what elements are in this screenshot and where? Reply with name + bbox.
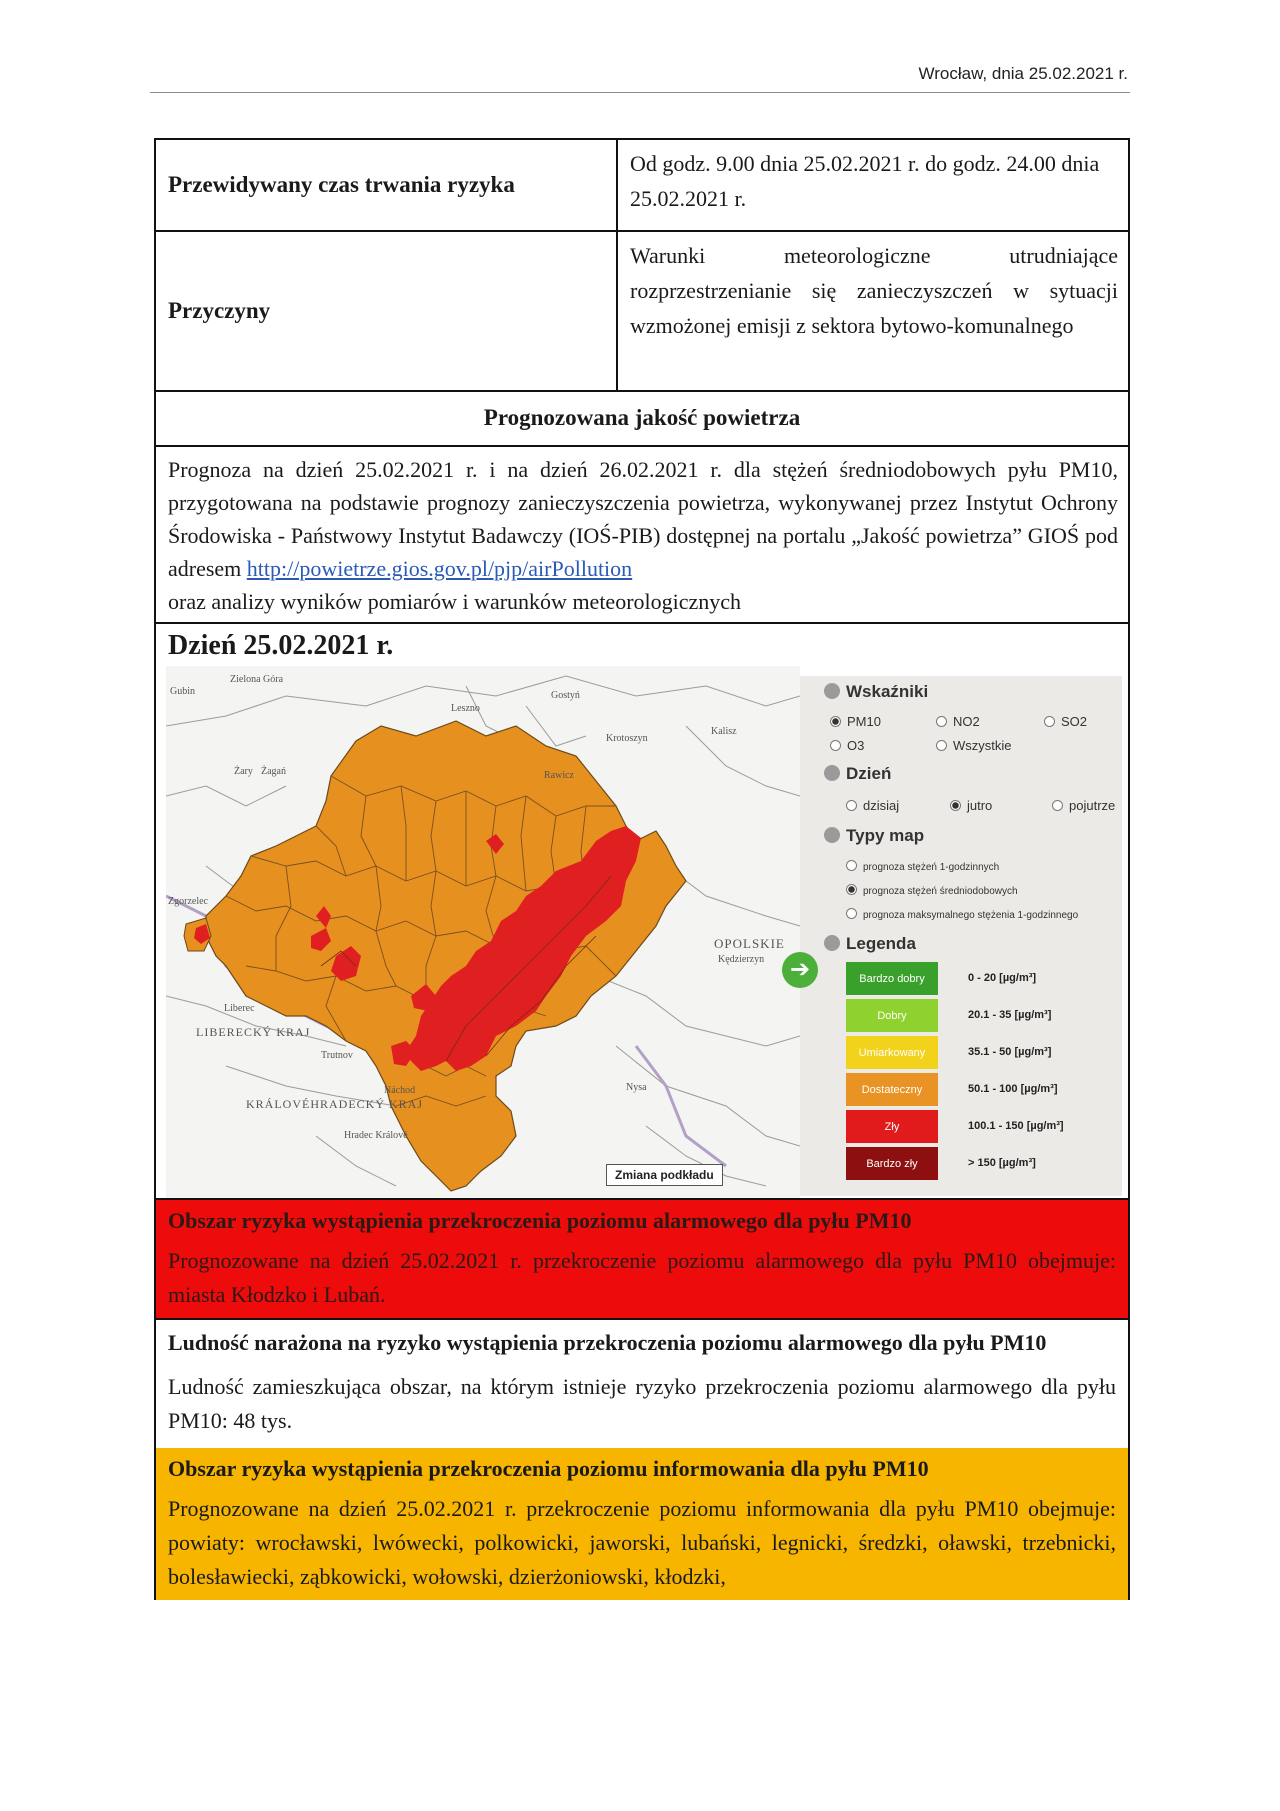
forecast-map [166,666,1128,1198]
forecast-text-after: oraz analizy wyników pomiarów i warunków meteorologicznych [168,589,742,614]
information-area-section [156,1448,1128,1600]
place-label: Rawicz [544,770,574,781]
map-type-max-hourly[interactable]: prognoza maksymalnego stężenia 1-godzinnego [846,908,1078,921]
place-label: Hradec Králové [344,1130,408,1141]
population-section [156,1318,1128,1448]
duration-label: Przewidywany czas trwania ryzyka [156,140,618,230]
duration-row [156,140,1128,232]
forecast-text-row [156,447,1128,624]
forecast-link[interactable]: http://powietrze.gios.gov.pl/pjp/airPollution [246,556,633,581]
place-label: Kalisz [711,726,737,737]
place-label: OPOLSKIE [714,936,785,951]
place-label: Zgorzelec [168,896,208,907]
forecast-header-row [156,392,1128,447]
legend-swatch: Zły [846,1110,938,1143]
collapse-icon[interactable] [824,935,840,951]
map-type-daily[interactable]: prognoza stężeń średniodobowych [846,884,1018,897]
information-area-title: Obszar ryzyka wystąpienia przekroczenia poziomu informowania dla pyłu PM10 [168,1456,929,1481]
place-label: Trutnov [321,1050,353,1061]
legend-range: > 150 [µg/m³] [968,1157,1036,1169]
population-title: Ludność narażona na ryzyko wystąpienia przekroczenia poziomu alarmowego dla pyłu PM10 [168,1330,1047,1355]
place-label: Żary [234,766,253,777]
alarm-area-section [156,1198,1128,1318]
causes-label: Przyczyny [156,232,618,390]
alarm-area-body: Prognozowane na dzień 25.02.2021 r. przekroczenie poziomu alarmowego dla pyłu PM10 obejmuje: miasta Kłodzko i Lubań. [168,1248,1116,1307]
legend-range: 0 - 20 [µg/m³] [968,972,1037,984]
day-tomorrow[interactable]: jutro [950,798,992,813]
day-heading: Dzień [824,764,891,784]
place-label: Żagań [261,766,286,777]
place-label: Zielona Góra [230,674,284,685]
place-label: Gostyń [551,690,580,701]
legend-range: 100.1 - 150 [µg/m³] [968,1120,1064,1132]
duration-value: Od godz. 9.00 dnia 25.02.2021 r. do godz. 24.00 dnia 25.02.2021 r. [630,151,1100,211]
collapse-icon[interactable] [824,827,840,843]
causes-value: Warunki meteorologiczne utrudniające rozprzestrzenianie się zanieczyszczeń w sytuacji wzmożonej emisji z sektora bytowo-komunalnego [630,243,1118,338]
legend-swatch: Dostateczny [846,1073,938,1106]
forecast-text [156,447,1128,622]
map-types-heading: Typy map [824,826,924,846]
map-control-panel [789,676,1122,1196]
place-label: Leszno [451,703,480,714]
indicators-heading: Wskaźniki [824,682,928,702]
alarm-area-title: Obszar ryzyka wystąpienia przekroczenia poziomu alarmowego dla pyłu PM10 [168,1208,912,1233]
legend-swatch: Umiarkowany [846,1036,938,1069]
information-area-body: Prognozowane na dzień 25.02.2021 r. przekroczenie poziomu informowania dla pyłu PM10 obejmuje: powiaty: wrocławski, lwówecki, polkowicki, jaworski, lubański, legnicki, średzki, oławski, trzebnicki, bolesławiecki, ząbkowicki, wołowski, dzierżoniowski, kłodzki, [168,1496,1116,1589]
place-label: Náchod [384,1085,416,1096]
forecast-header: Prognozowana jakość powietrza [483,405,801,430]
place-label: Liberec [224,1003,255,1014]
header-divider [150,92,1130,93]
indicator-pm10[interactable]: PM10 [830,714,881,729]
legend-range: 20.1 - 35 [µg/m³] [968,1009,1052,1021]
collapse-icon[interactable] [824,765,840,781]
day-title: Dzień 25.02.2021 r. [168,630,394,661]
legend-swatch: Bardzo zły [846,1147,938,1180]
indicator-o3[interactable]: O3 [830,738,864,753]
population-body: Ludność zamieszkująca obszar, na którym istnieje ryzyko przekroczenia poziomu alarmowego dla pyłu PM10: 48 tys. [168,1374,1116,1433]
place-label: Nysa [626,1082,647,1093]
place-label: Kędzierzyn [718,954,765,965]
indicator-no2[interactable]: NO2 [936,714,980,729]
place-label: Krotoszyn [606,733,648,744]
legend-heading: Legenda [824,934,916,954]
legend-swatch: Bardzo dobry [846,962,938,995]
legend-range: 50.1 - 100 [µg/m³] [968,1083,1058,1095]
map-canvas [166,666,800,1198]
legend-range: 35.1 - 50 [µg/m³] [968,1046,1052,1058]
change-basemap-button[interactable]: Zmiana podkładu [606,1164,723,1186]
map-type-hourly[interactable]: prognoza stężeń 1-godzinnych [846,860,999,873]
indicator-all[interactable]: Wszystkie [936,738,1012,753]
place-label: KRÁLOVÉHRADECKÝ KRAJ [246,1097,424,1111]
day-today[interactable]: dzisiaj [846,798,899,813]
document-date: Wrocław, dnia 25.02.2021 r. [918,64,1128,83]
place-label: Gubin [170,686,195,697]
indicator-so2[interactable]: SO2 [1044,714,1087,729]
day-after-tomorrow[interactable]: pojutrze [1052,798,1122,813]
day-section [156,624,1128,1198]
legend-swatch: Dobry [846,999,938,1032]
arrow-right-icon[interactable]: ➔ [782,952,818,988]
place-label: LIBERECKÝ KRAJ [196,1025,311,1039]
collapse-icon[interactable] [824,683,840,699]
document-table [154,138,1130,1600]
forecast-text-before: Prognoza na dzień 25.02.2021 r. i na dzień 26.02.2021 r. dla stężeń średniodobowych pyłu PM10, przygotowana na podstawie prognozy zanieczyszczenia powietrza, wykonywanej przez Instytut Ochrony Środowiska - Państwowy Instytut Badawczy (IOŚ-PIB) dostępnej na portalu „Jakość powietrza” GIOŚ pod adresem [168,457,1118,581]
causes-row [156,232,1128,392]
